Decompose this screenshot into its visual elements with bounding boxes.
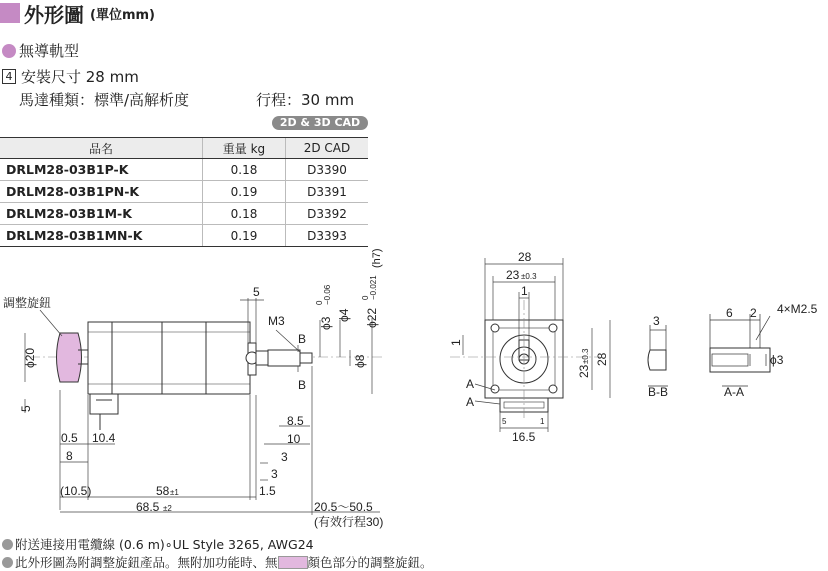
dim-phi22-tol-dn: −0.021 bbox=[369, 275, 378, 300]
footnote-bullet-icon bbox=[2, 557, 13, 568]
dim-5-top: 5 bbox=[253, 285, 260, 299]
dim-5-left: 5 bbox=[19, 405, 33, 412]
dim-aa-phi3: ϕ3 bbox=[770, 353, 784, 367]
dim-b-top: B bbox=[298, 332, 307, 346]
col-cad-header: 2D CAD bbox=[286, 138, 369, 159]
dim-b-bottom: B bbox=[298, 378, 307, 392]
product-name: DRLM28-03B1MN-K bbox=[0, 225, 203, 247]
motor-kind: 馬達種類：標準/高解析度 bbox=[19, 91, 190, 109]
dim-phi22: ϕ22 bbox=[365, 307, 379, 328]
knob-color-swatch bbox=[278, 556, 308, 569]
dim-23-top: 23 bbox=[506, 268, 520, 282]
section-aa-label: A-A bbox=[724, 385, 745, 399]
dim-phi4: ϕ4 bbox=[337, 308, 351, 322]
dim-phi3-tol-up: 0 bbox=[315, 300, 324, 305]
motor-type-label: 無導軌型 bbox=[19, 42, 80, 60]
dim-phi22-tol-up: 0 bbox=[361, 295, 370, 300]
page-title: 外形圖 bbox=[24, 2, 84, 27]
dim-aa-6: 6 bbox=[726, 306, 733, 320]
product-cad[interactable]: D3390 bbox=[286, 159, 369, 181]
section-aa bbox=[710, 314, 770, 386]
footnote-1 bbox=[2, 535, 314, 553]
dim-1-5: 1.5 bbox=[259, 484, 276, 498]
dim-16-5: 16.5 bbox=[512, 430, 536, 444]
product-weight: 0.19 bbox=[203, 225, 286, 247]
dim-28-side: 28 bbox=[595, 352, 609, 366]
product-cad[interactable]: D3391 bbox=[286, 181, 369, 203]
dim-68-5-tol: ±2 bbox=[163, 504, 172, 513]
dim-28-top: 28 bbox=[518, 250, 532, 264]
dim-3a: 3 bbox=[281, 450, 288, 464]
size-number-box: 4 bbox=[2, 69, 16, 84]
dim-8: 8 bbox=[66, 449, 73, 463]
product-weight: 0.18 bbox=[203, 159, 286, 181]
product-weight: 0.18 bbox=[203, 203, 286, 225]
col-weight-header: 重量 kg bbox=[203, 138, 286, 159]
dim-3b: 3 bbox=[271, 467, 278, 481]
dim-20-5: 20.5～50.5 bbox=[314, 500, 373, 514]
section-bb bbox=[648, 325, 668, 386]
dim-0-5: 0.5 bbox=[61, 431, 78, 445]
dim-phi3-tol-dn: −0.06 bbox=[323, 284, 332, 305]
footnote-2-text-a: 此外形圖為附調整旋鈕產品。無附加功能時、無 bbox=[15, 555, 278, 570]
cad-badge[interactable]: 2D & 3D CAD bbox=[272, 116, 368, 130]
product-cad[interactable]: D3392 bbox=[286, 203, 369, 225]
side-view bbox=[30, 322, 385, 430]
dim-phi22-fit: (h7) bbox=[371, 248, 383, 268]
dim-bb-3: 3 bbox=[653, 314, 660, 328]
dim-23-side: 23 bbox=[577, 364, 591, 378]
section-bb-label: B-B bbox=[648, 385, 669, 399]
product-name: DRLM28-03B1P-K bbox=[0, 159, 203, 181]
unit-note: (單位mm) bbox=[90, 7, 155, 23]
connector-pin-5: 5 bbox=[502, 417, 507, 426]
size-label: 安裝尺寸 28 mm bbox=[21, 68, 139, 86]
product-cad[interactable]: D3393 bbox=[286, 225, 369, 247]
section-a-label-2: A bbox=[466, 395, 475, 409]
dim-m3: M3 bbox=[268, 314, 285, 328]
product-name: DRLM28-03B1PN-K bbox=[0, 181, 203, 203]
dim-phi8: ϕ8 bbox=[353, 354, 367, 368]
dim-10-4: 10.4 bbox=[92, 431, 116, 445]
dim-58: 58 bbox=[156, 484, 170, 498]
col-name-header: 品名 bbox=[0, 138, 203, 159]
product-name: DRLM28-03B1M-K bbox=[0, 203, 203, 225]
footnote-1-text: 附送連接用電纜線 (0.6 m)∘UL Style 3265, AWG24 bbox=[15, 537, 314, 552]
product-weight: 0.19 bbox=[203, 181, 286, 203]
dim-58-tol: ±1 bbox=[170, 488, 179, 497]
dim-23-side-tol: ±0.3 bbox=[581, 348, 590, 364]
adjust-knob bbox=[57, 333, 82, 382]
knob-label: 調整旋鈕 bbox=[3, 296, 52, 310]
section-a-label-1: A bbox=[466, 377, 475, 391]
connector-pin-1: 1 bbox=[540, 417, 545, 426]
footnote-2 bbox=[2, 553, 433, 571]
dim-10: 10 bbox=[287, 432, 301, 446]
dim-1-top: 1 bbox=[521, 284, 528, 298]
dim-aa-m25: 4×M2.5 bbox=[777, 302, 818, 316]
dim-phi3: ϕ3 bbox=[319, 316, 333, 330]
dim-1-left: 1 bbox=[449, 339, 463, 346]
dim-effective-stroke: (有效行程30) bbox=[314, 515, 384, 529]
footnote-bullet-icon bbox=[2, 539, 13, 550]
dim-10-5: (10.5) bbox=[60, 484, 92, 498]
footnote-2-text-b: 顏色部分的調整旋鈕。 bbox=[307, 555, 433, 570]
dim-23-top-tol: ±0.3 bbox=[521, 272, 537, 281]
dim-68-5: 68.5 bbox=[136, 500, 160, 514]
dim-8-5: 8.5 bbox=[287, 414, 304, 428]
dim-aa-2: 2 bbox=[750, 306, 757, 320]
dim-phi20: ϕ20 bbox=[23, 347, 37, 368]
stroke-label: 行程：30 mm bbox=[256, 91, 355, 109]
